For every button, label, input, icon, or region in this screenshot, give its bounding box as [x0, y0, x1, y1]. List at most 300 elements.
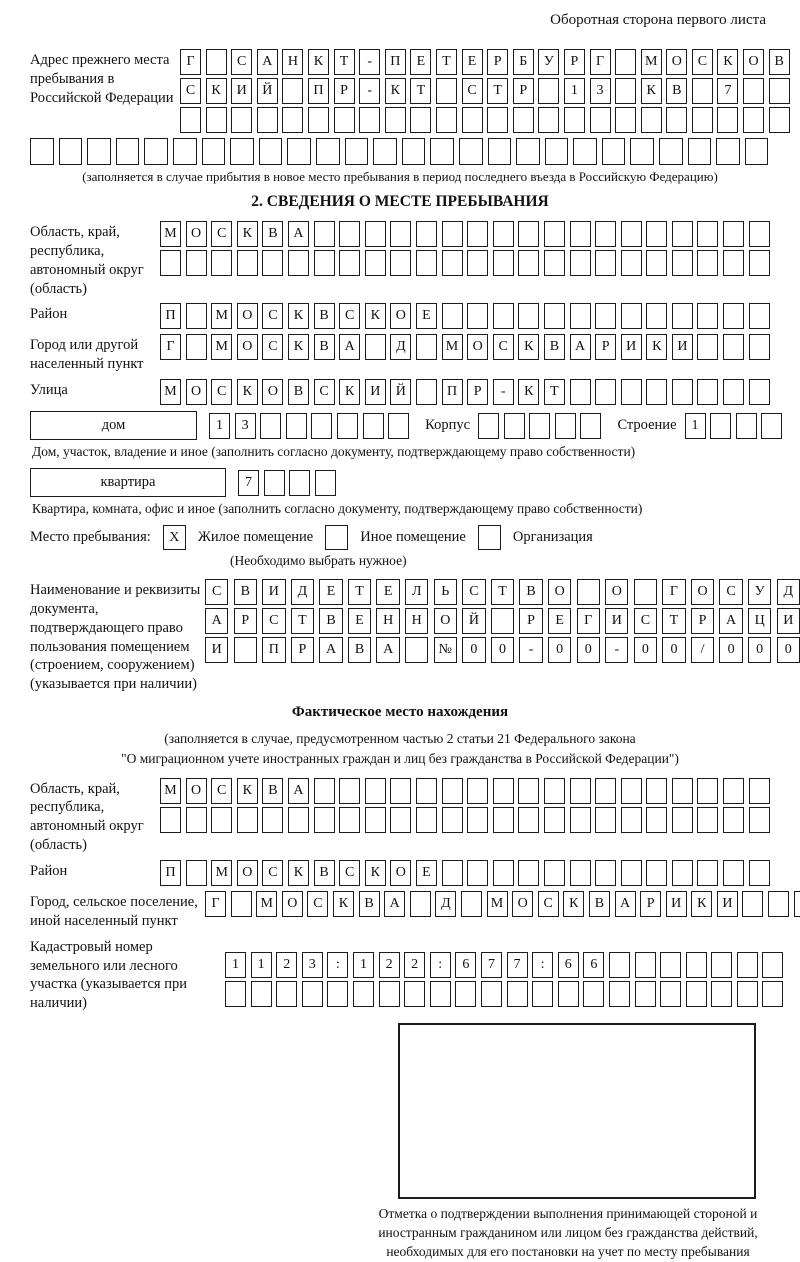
char-box[interactable]: Т	[544, 379, 565, 405]
char-box[interactable]: 2	[404, 952, 425, 978]
char-box[interactable]: И	[672, 334, 693, 360]
char-box[interactable]	[723, 303, 744, 329]
char-box[interactable]	[749, 379, 770, 405]
char-box[interactable]	[481, 981, 502, 1007]
char-box[interactable]	[234, 637, 257, 663]
char-box[interactable]: -	[519, 637, 542, 663]
char-box[interactable]	[660, 952, 681, 978]
char-box[interactable]	[749, 303, 770, 329]
char-box[interactable]: Е	[462, 49, 483, 75]
char-box[interactable]	[621, 379, 642, 405]
char-box[interactable]	[493, 778, 514, 804]
char-box[interactable]: Е	[410, 49, 431, 75]
char-box[interactable]	[595, 860, 616, 886]
char-box[interactable]: К	[339, 379, 360, 405]
char-box[interactable]: А	[257, 49, 278, 75]
char-box[interactable]	[442, 303, 463, 329]
char-box[interactable]	[288, 807, 309, 833]
char-box[interactable]	[186, 807, 207, 833]
char-box[interactable]	[538, 78, 559, 104]
char-box[interactable]	[467, 250, 488, 276]
char-box[interactable]	[436, 78, 457, 104]
char-box[interactable]	[430, 981, 451, 1007]
char-box[interactable]: И	[777, 608, 800, 634]
char-box[interactable]	[609, 981, 630, 1007]
char-box[interactable]	[646, 778, 667, 804]
char-box[interactable]: П	[385, 49, 406, 75]
char-box[interactable]	[762, 952, 783, 978]
char-box[interactable]	[570, 303, 591, 329]
char-box[interactable]: 7	[507, 952, 528, 978]
char-box[interactable]	[206, 49, 227, 75]
char-box[interactable]	[339, 807, 360, 833]
char-box[interactable]	[493, 250, 514, 276]
char-box[interactable]	[186, 303, 207, 329]
char-box[interactable]	[672, 778, 693, 804]
char-box[interactable]: М	[211, 303, 232, 329]
char-box[interactable]	[672, 860, 693, 886]
char-box[interactable]	[595, 221, 616, 247]
char-box[interactable]: М	[160, 221, 181, 247]
checkbox-organization[interactable]	[478, 525, 501, 550]
char-box[interactable]: У	[538, 49, 559, 75]
char-box[interactable]	[697, 303, 718, 329]
char-box[interactable]	[615, 107, 636, 133]
char-box[interactable]: Д	[291, 579, 314, 605]
char-box[interactable]	[282, 78, 303, 104]
char-box[interactable]: 1	[209, 413, 230, 439]
char-box[interactable]	[345, 138, 369, 165]
char-box[interactable]: Л	[405, 579, 428, 605]
char-box[interactable]: К	[563, 891, 584, 917]
char-box[interactable]: П	[442, 379, 463, 405]
char-box[interactable]: 7	[481, 952, 502, 978]
char-box[interactable]	[404, 981, 425, 1007]
char-box[interactable]	[595, 778, 616, 804]
char-box[interactable]: №	[434, 637, 457, 663]
char-box[interactable]	[264, 470, 285, 496]
char-box[interactable]: С	[314, 379, 335, 405]
char-box[interactable]	[314, 778, 335, 804]
char-box[interactable]: :	[430, 952, 451, 978]
char-box[interactable]: О	[743, 49, 764, 75]
char-box[interactable]	[570, 250, 591, 276]
char-box[interactable]: С	[211, 221, 232, 247]
char-box[interactable]: И	[205, 637, 228, 663]
char-box[interactable]	[749, 778, 770, 804]
char-box[interactable]: Н	[282, 49, 303, 75]
char-box[interactable]	[641, 107, 662, 133]
char-box[interactable]	[442, 221, 463, 247]
char-box[interactable]	[672, 379, 693, 405]
char-box[interactable]	[467, 860, 488, 886]
char-box[interactable]	[339, 250, 360, 276]
char-box[interactable]	[697, 807, 718, 833]
char-box[interactable]: В	[319, 608, 342, 634]
char-box[interactable]	[388, 413, 409, 439]
char-box[interactable]	[716, 138, 740, 165]
char-box[interactable]: Р	[595, 334, 616, 360]
char-box[interactable]	[710, 413, 731, 439]
char-box[interactable]: С	[231, 49, 252, 75]
char-box[interactable]	[743, 107, 764, 133]
char-box[interactable]	[237, 250, 258, 276]
char-box[interactable]	[206, 107, 227, 133]
char-box[interactable]: К	[691, 891, 712, 917]
char-box[interactable]: П	[160, 303, 181, 329]
char-box[interactable]: А	[384, 891, 405, 917]
char-box[interactable]: Г	[577, 608, 600, 634]
char-box[interactable]	[570, 860, 591, 886]
char-box[interactable]: И	[666, 891, 687, 917]
char-box[interactable]	[621, 778, 642, 804]
char-box[interactable]: С	[205, 579, 228, 605]
char-box[interactable]	[513, 107, 534, 133]
char-box[interactable]	[697, 778, 718, 804]
char-box[interactable]: К	[641, 78, 662, 104]
char-box[interactable]	[544, 860, 565, 886]
char-box[interactable]: Р	[519, 608, 542, 634]
char-box[interactable]: В	[314, 860, 335, 886]
char-box[interactable]	[723, 807, 744, 833]
char-box[interactable]	[493, 221, 514, 247]
char-box[interactable]: Т	[491, 579, 514, 605]
char-box[interactable]	[251, 981, 272, 1007]
char-box[interactable]	[516, 138, 540, 165]
char-box[interactable]	[442, 250, 463, 276]
char-box[interactable]	[315, 470, 336, 496]
char-box[interactable]: О	[605, 579, 628, 605]
char-box[interactable]	[359, 107, 380, 133]
char-box[interactable]: Т	[410, 78, 431, 104]
char-box[interactable]	[749, 860, 770, 886]
char-box[interactable]	[570, 221, 591, 247]
char-box[interactable]	[697, 221, 718, 247]
char-box[interactable]	[116, 138, 140, 165]
char-box[interactable]: О	[390, 860, 411, 886]
char-box[interactable]	[144, 138, 168, 165]
char-box[interactable]: 7	[238, 470, 259, 496]
char-box[interactable]	[686, 981, 707, 1007]
char-box[interactable]	[570, 807, 591, 833]
char-box[interactable]: 0	[577, 637, 600, 663]
char-box[interactable]: С	[307, 891, 328, 917]
char-box[interactable]: С	[262, 860, 283, 886]
char-box[interactable]	[493, 807, 514, 833]
char-box[interactable]	[538, 107, 559, 133]
char-box[interactable]: Т	[436, 49, 457, 75]
char-box[interactable]	[467, 221, 488, 247]
char-box[interactable]	[692, 78, 713, 104]
char-box[interactable]: Т	[348, 579, 371, 605]
char-box[interactable]: В	[314, 303, 335, 329]
char-box[interactable]: 3	[302, 952, 323, 978]
char-box[interactable]: М	[211, 334, 232, 360]
char-box[interactable]: Е	[319, 579, 342, 605]
char-box[interactable]: К	[237, 379, 258, 405]
char-box[interactable]	[630, 138, 654, 165]
char-box[interactable]	[794, 891, 800, 917]
char-box[interactable]: Д	[777, 579, 800, 605]
char-box[interactable]	[231, 891, 252, 917]
char-box[interactable]: Г	[590, 49, 611, 75]
char-box[interactable]	[231, 107, 252, 133]
char-box[interactable]	[337, 413, 358, 439]
char-box[interactable]: В	[288, 379, 309, 405]
char-box[interactable]: О	[186, 221, 207, 247]
char-box[interactable]	[697, 250, 718, 276]
char-box[interactable]: С	[462, 78, 483, 104]
char-box[interactable]: -	[359, 49, 380, 75]
char-box[interactable]	[577, 579, 600, 605]
char-box[interactable]	[544, 807, 565, 833]
char-box[interactable]	[518, 860, 539, 886]
char-box[interactable]: Р	[691, 608, 714, 634]
char-box[interactable]	[365, 334, 386, 360]
char-box[interactable]	[621, 303, 642, 329]
char-box[interactable]	[545, 138, 569, 165]
char-box[interactable]: 1	[353, 952, 374, 978]
char-box[interactable]	[467, 807, 488, 833]
char-box[interactable]: В	[262, 778, 283, 804]
char-box[interactable]	[635, 981, 656, 1007]
char-box[interactable]	[615, 78, 636, 104]
char-box[interactable]	[544, 778, 565, 804]
char-box[interactable]	[749, 250, 770, 276]
char-box[interactable]: Й	[462, 608, 485, 634]
char-box[interactable]	[416, 379, 437, 405]
char-box[interactable]: Д	[390, 334, 411, 360]
char-box[interactable]	[442, 860, 463, 886]
char-box[interactable]: В	[262, 221, 283, 247]
char-box[interactable]	[723, 379, 744, 405]
char-box[interactable]	[286, 413, 307, 439]
char-box[interactable]	[518, 778, 539, 804]
char-box[interactable]	[621, 221, 642, 247]
char-box[interactable]: В	[519, 579, 542, 605]
char-box[interactable]: К	[308, 49, 329, 75]
char-box[interactable]	[529, 413, 550, 439]
char-box[interactable]	[736, 413, 757, 439]
char-box[interactable]	[314, 221, 335, 247]
char-box[interactable]: 6	[455, 952, 476, 978]
char-box[interactable]: -	[359, 78, 380, 104]
char-box[interactable]: 0	[548, 637, 571, 663]
char-box[interactable]: О	[186, 379, 207, 405]
char-box[interactable]: С	[692, 49, 713, 75]
char-box[interactable]	[353, 981, 374, 1007]
char-box[interactable]	[262, 807, 283, 833]
char-box[interactable]	[602, 138, 626, 165]
char-box[interactable]	[257, 107, 278, 133]
char-box[interactable]	[573, 138, 597, 165]
char-box[interactable]	[544, 303, 565, 329]
char-box[interactable]	[518, 221, 539, 247]
char-box[interactable]: М	[160, 778, 181, 804]
checkbox-other-premises[interactable]	[325, 525, 348, 550]
char-box[interactable]: О	[467, 334, 488, 360]
char-box[interactable]: Г	[662, 579, 685, 605]
char-box[interactable]	[768, 891, 789, 917]
char-box[interactable]: Е	[416, 860, 437, 886]
char-box[interactable]	[711, 981, 732, 1007]
char-box[interactable]	[160, 250, 181, 276]
char-box[interactable]	[390, 221, 411, 247]
char-box[interactable]	[416, 250, 437, 276]
char-box[interactable]	[416, 334, 437, 360]
char-box[interactable]: К	[237, 221, 258, 247]
char-box[interactable]	[723, 334, 744, 360]
char-box[interactable]: 1	[685, 413, 706, 439]
char-box[interactable]	[282, 107, 303, 133]
char-box[interactable]: С	[180, 78, 201, 104]
char-box[interactable]	[461, 891, 482, 917]
char-box[interactable]: Е	[548, 608, 571, 634]
char-box[interactable]	[373, 138, 397, 165]
char-box[interactable]	[666, 107, 687, 133]
char-box[interactable]	[583, 981, 604, 1007]
char-box[interactable]	[478, 413, 499, 439]
char-box[interactable]	[646, 250, 667, 276]
char-box[interactable]	[467, 303, 488, 329]
char-box[interactable]: Р	[291, 637, 314, 663]
char-box[interactable]	[455, 981, 476, 1007]
char-box[interactable]	[749, 807, 770, 833]
char-box[interactable]: О	[237, 334, 258, 360]
char-box[interactable]: 0	[748, 637, 771, 663]
char-box[interactable]	[160, 807, 181, 833]
char-box[interactable]: К	[717, 49, 738, 75]
char-box[interactable]: С	[262, 334, 283, 360]
char-box[interactable]: Р	[467, 379, 488, 405]
char-box[interactable]	[621, 250, 642, 276]
char-box[interactable]	[186, 860, 207, 886]
char-box[interactable]: А	[288, 221, 309, 247]
char-box[interactable]	[518, 250, 539, 276]
char-box[interactable]	[180, 107, 201, 133]
char-box[interactable]: Й	[257, 78, 278, 104]
char-box[interactable]	[493, 303, 514, 329]
char-box[interactable]: М	[487, 891, 508, 917]
char-box[interactable]	[769, 107, 790, 133]
char-box[interactable]	[590, 107, 611, 133]
char-box[interactable]	[173, 138, 197, 165]
char-box[interactable]	[186, 334, 207, 360]
char-box[interactable]	[737, 981, 758, 1007]
char-box[interactable]: -	[493, 379, 514, 405]
char-box[interactable]: М	[160, 379, 181, 405]
char-box[interactable]	[646, 860, 667, 886]
char-box[interactable]	[743, 78, 764, 104]
char-box[interactable]: А	[339, 334, 360, 360]
char-box[interactable]: И	[365, 379, 386, 405]
char-box[interactable]	[646, 379, 667, 405]
char-box[interactable]	[430, 138, 454, 165]
char-box[interactable]: И	[262, 579, 285, 605]
char-box[interactable]: :	[327, 952, 348, 978]
char-box[interactable]	[402, 138, 426, 165]
char-box[interactable]	[287, 138, 311, 165]
char-box[interactable]: 1	[251, 952, 272, 978]
char-box[interactable]	[410, 107, 431, 133]
char-box[interactable]: К	[385, 78, 406, 104]
char-box[interactable]	[697, 860, 718, 886]
char-box[interactable]	[416, 778, 437, 804]
char-box[interactable]: Т	[662, 608, 685, 634]
char-box[interactable]	[462, 107, 483, 133]
char-box[interactable]: С	[339, 303, 360, 329]
char-box[interactable]: О	[186, 778, 207, 804]
char-box[interactable]: В	[769, 49, 790, 75]
char-box[interactable]	[416, 221, 437, 247]
char-box[interactable]: К	[333, 891, 354, 917]
char-box[interactable]	[672, 303, 693, 329]
char-box[interactable]	[410, 891, 431, 917]
char-box[interactable]	[609, 952, 630, 978]
char-box[interactable]: И	[605, 608, 628, 634]
char-box[interactable]	[316, 138, 340, 165]
char-box[interactable]	[621, 807, 642, 833]
char-box[interactable]: П	[308, 78, 329, 104]
char-box[interactable]	[742, 891, 763, 917]
char-box[interactable]: С	[262, 608, 285, 634]
char-box[interactable]: Р	[487, 49, 508, 75]
char-box[interactable]: О	[691, 579, 714, 605]
char-box[interactable]	[405, 637, 428, 663]
char-box[interactable]: Е	[416, 303, 437, 329]
char-box[interactable]: С	[634, 608, 657, 634]
char-box[interactable]: -	[605, 637, 628, 663]
char-box[interactable]	[659, 138, 683, 165]
char-box[interactable]	[749, 334, 770, 360]
char-box[interactable]: С	[339, 860, 360, 886]
char-box[interactable]: С	[211, 778, 232, 804]
char-box[interactable]: О	[237, 860, 258, 886]
char-box[interactable]	[491, 608, 514, 634]
char-box[interactable]: А	[570, 334, 591, 360]
char-box[interactable]: С	[462, 579, 485, 605]
char-box[interactable]	[555, 413, 576, 439]
char-box[interactable]	[544, 221, 565, 247]
char-box[interactable]: А	[376, 637, 399, 663]
char-box[interactable]	[289, 470, 310, 496]
char-box[interactable]: Т	[487, 78, 508, 104]
char-box[interactable]: К	[365, 303, 386, 329]
char-box[interactable]: Т	[334, 49, 355, 75]
char-box[interactable]	[288, 250, 309, 276]
char-box[interactable]	[493, 860, 514, 886]
char-box[interactable]	[595, 250, 616, 276]
char-box[interactable]: 2	[379, 952, 400, 978]
char-box[interactable]	[558, 981, 579, 1007]
char-box[interactable]	[745, 138, 769, 165]
char-box[interactable]	[646, 807, 667, 833]
char-box[interactable]	[737, 952, 758, 978]
char-box[interactable]: В	[589, 891, 610, 917]
char-box[interactable]	[237, 807, 258, 833]
char-box[interactable]	[87, 138, 111, 165]
char-box[interactable]: С	[211, 379, 232, 405]
char-box[interactable]	[225, 981, 246, 1007]
char-box[interactable]: В	[359, 891, 380, 917]
char-box[interactable]: 2	[276, 952, 297, 978]
char-box[interactable]: Ц	[748, 608, 771, 634]
char-box[interactable]: В	[234, 579, 257, 605]
char-box[interactable]: С	[538, 891, 559, 917]
char-box[interactable]: С	[719, 579, 742, 605]
char-box[interactable]: О	[390, 303, 411, 329]
char-box[interactable]: Й	[390, 379, 411, 405]
